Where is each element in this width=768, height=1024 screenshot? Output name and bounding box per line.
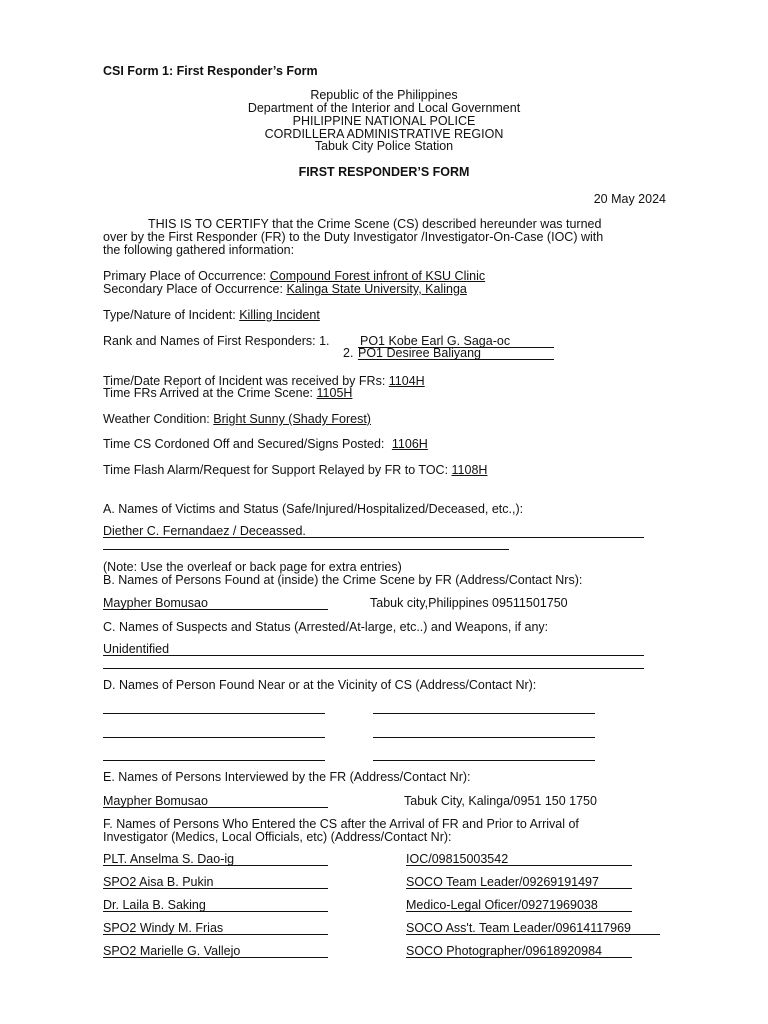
header-station: Tabuk City Police Station <box>314 139 454 153</box>
section-b-heading: B. Names of Persons Found at (inside) the Crime Scene by FR (Address/Contact Nrs): <box>103 573 583 587</box>
header-republic: Republic of the Philippines <box>310 88 458 102</box>
section-c-heading: C. Names of Suspects and Status (Arrested/At-large, etc..) and Weapons, if any: <box>103 620 549 634</box>
incident-type-label: Type/Nature of Incident: <box>103 308 236 322</box>
header-pnp: PHILIPPINE NATIONAL POLICE <box>292 114 476 128</box>
cordoned-value: 1106H <box>391 437 428 451</box>
report-received-label: Time/Date Report of Incident was received by FRs: <box>103 374 386 388</box>
section-a-heading: A. Names of Victims and Status (Safe/Injured/Hospitalized/Deceased, etc.,): <box>103 502 524 516</box>
entrant-name-line <box>103 865 328 866</box>
form-date: 20 May 2024 <box>593 192 666 206</box>
secondary-place-row <box>103 282 467 296</box>
victim-line-2 <box>103 549 509 550</box>
section-e-contact: Tabuk City, Kalinga/0951 150 1750 <box>404 794 597 808</box>
section-d-heading: D. Names of Person Found Near or at the Vicinity of CS (Address/Contact Nr): <box>103 678 537 692</box>
header-region: CORDILLERA ADMINISTRATIVE REGION <box>264 127 504 141</box>
secondary-place-value: Kalinga State University, Kalinga <box>286 282 467 296</box>
entrant-name: PLT. Anselma S. Dao-ig <box>103 852 235 866</box>
first-responder-1-name: PO1 Kobe Earl G. Saga-oc <box>360 334 511 348</box>
flash-alarm-label: Time Flash Alarm/Request for Support Relayed by FR to TOC: <box>103 463 449 477</box>
report-received-value: 1104H <box>388 374 425 388</box>
incident-type-value: Killing Incident <box>239 308 320 322</box>
entrant-info: IOC/09815003542 <box>406 852 509 866</box>
victim-name: Diether C. Fernandaez / Deceassed. <box>103 524 306 538</box>
cordoned-row <box>103 437 428 451</box>
certify-line-3: the following gathered information: <box>103 243 295 257</box>
entrant-info: SOCO Team Leader/09269191497 <box>406 875 599 889</box>
entrant-name: SPO2 Aisa B. Pukin <box>103 875 214 889</box>
arrived-row <box>103 386 352 400</box>
incident-type-row <box>103 308 320 322</box>
entrant-name-line <box>103 911 328 912</box>
secondary-place-label: Secondary Place of Occurrence: <box>103 282 283 296</box>
weather-row <box>103 412 371 426</box>
entrant-info: SOCO Photographer/09618920984 <box>406 944 602 958</box>
suspect-line-1 <box>103 655 644 656</box>
form-label: CSI Form 1: First Responder’s Form <box>103 64 318 78</box>
flash-alarm-row <box>103 463 487 477</box>
suspect-value: Unidentified <box>103 642 170 656</box>
section-b-name: Maypher Bomusao <box>103 596 208 610</box>
entrant-name: Dr. Laila B. Saking <box>103 898 206 912</box>
weather-value: Bright Sunny (Shady Forest) <box>213 412 371 426</box>
overleaf-note: (Note: Use the overleaf or back page for extra entries) <box>103 560 402 574</box>
entrant-name-line <box>103 934 328 935</box>
entrant-name: SPO2 Windy M. Frias <box>103 921 224 935</box>
vicinity-contact-line-2 <box>373 737 595 738</box>
entrant-info-line <box>406 911 632 912</box>
entrant-name-line <box>103 957 328 958</box>
first-responder-2-line <box>358 359 554 360</box>
primary-place-label: Primary Place of Occurrence: <box>103 269 267 283</box>
section-e-heading: E. Names of Persons Interviewed by the FR (Address/Contact Nr): <box>103 770 471 784</box>
first-responders-label-row <box>103 334 330 348</box>
suspect-line-2 <box>103 668 644 669</box>
entrant-info-line <box>406 957 632 958</box>
primary-place-row <box>103 269 485 283</box>
entrant-info-line <box>406 865 632 866</box>
first-responders-label: Rank and Names of First Responders: <box>103 334 316 348</box>
section-b-contact: Tabuk city,Philippines 09511501750 <box>370 596 568 610</box>
arrived-value: 1105H <box>316 386 353 400</box>
flash-alarm-value: 1108H <box>451 463 488 477</box>
header-department: Department of the Interior and Local Government <box>247 101 521 115</box>
vicinity-contact-line-3 <box>373 760 595 761</box>
entrant-info-line <box>406 888 632 889</box>
section-f-heading-line-1: F. Names of Persons Who Entered the CS after the Arrival of FR and Prior to Arrival of <box>103 817 579 831</box>
weather-label: Weather Condition: <box>103 412 210 426</box>
entrant-name-line <box>103 888 328 889</box>
certify-line-2: over by the First Responder (FR) to the Duty Investigator /Investigator-On-Case (IOC) with <box>103 230 604 244</box>
certify-line-1: THIS IS TO CERTIFY that the Crime Scene (CS) described hereunder was turned <box>148 217 602 231</box>
section-e-name-line <box>103 807 328 808</box>
cordoned-label: Time CS Cordoned Off and Secured/Signs Posted: <box>103 437 385 451</box>
vicinity-name-line-3 <box>103 760 325 761</box>
vicinity-name-line-2 <box>103 737 325 738</box>
section-e-name: Maypher Bomusao <box>103 794 208 808</box>
vicinity-name-line-1 <box>103 713 325 714</box>
vicinity-contact-line-1 <box>373 713 595 714</box>
first-responder-1-number: 1. <box>319 334 330 348</box>
primary-place-value: Compound Forest infront of KSU Clinic <box>269 269 486 283</box>
entrant-info-line <box>406 934 660 935</box>
entrant-info: SOCO Ass't. Team Leader/09614117969 <box>406 921 631 935</box>
victim-line-1 <box>103 537 644 538</box>
arrived-label: Time FRs Arrived at the Crime Scene: <box>103 386 314 400</box>
section-b-name-line <box>103 609 328 610</box>
entrant-name: SPO2 Marielle G. Vallejo <box>103 944 241 958</box>
first-responder-2-name: PO1 Desiree Baliyang <box>358 346 481 360</box>
first-responder-2-number: 2. <box>343 346 354 360</box>
section-f-heading-line-2: Investigator (Medics, Local Officials, etc) (Address/Contact Nr): <box>103 830 452 844</box>
entrant-info: Medico-Legal Oficer/09271969038 <box>406 898 598 912</box>
page-title: FIRST RESPONDER’S FORM <box>298 165 470 179</box>
